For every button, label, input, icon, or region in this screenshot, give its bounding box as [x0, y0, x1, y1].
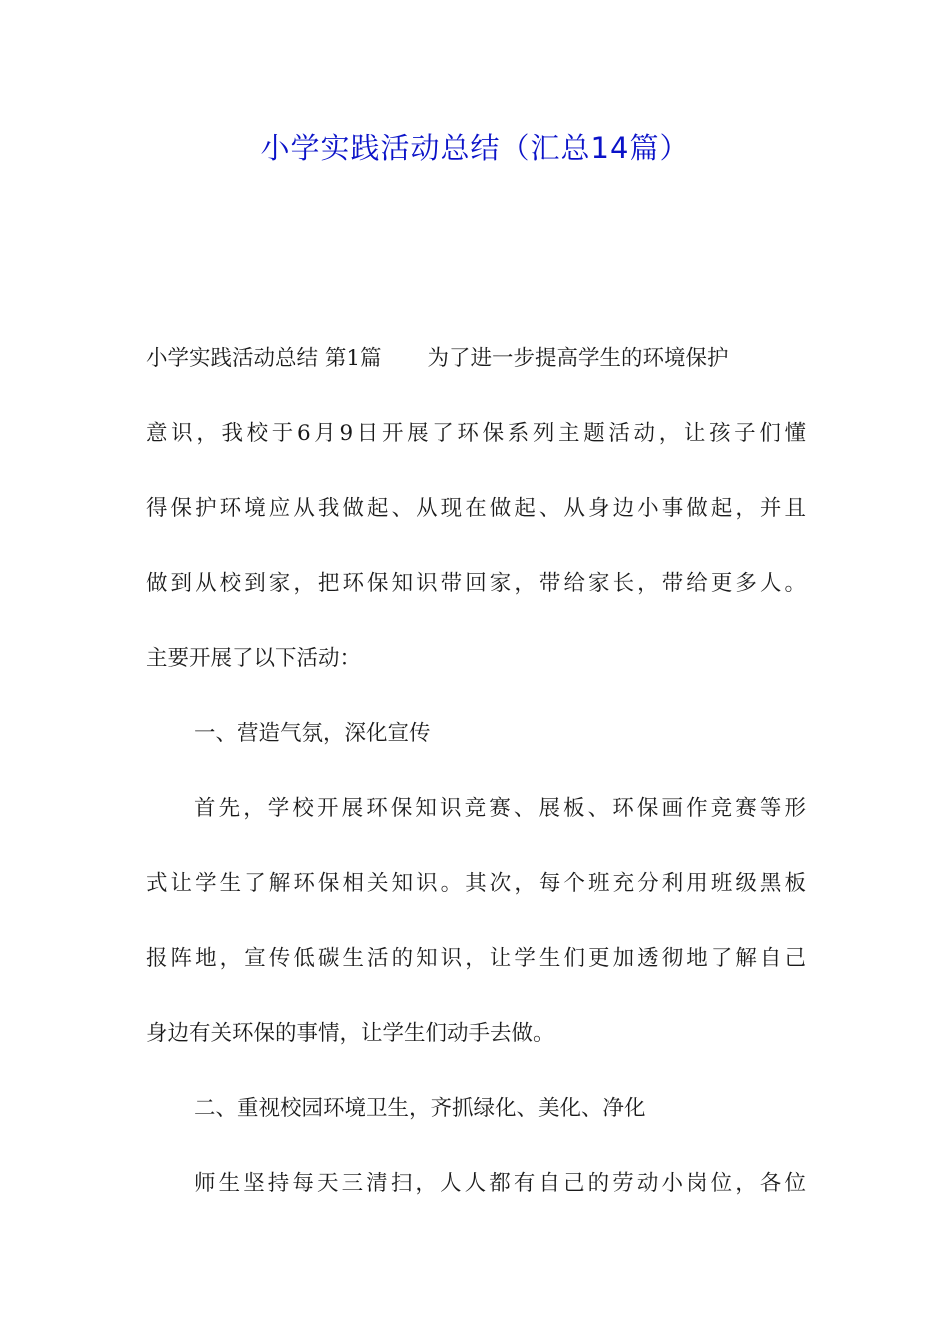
paragraph-line: 得保护环境应从我做起、从现在做起、从身边小事做起，并且: [146, 496, 806, 521]
paragraph-line: 报阵地，宣传低碳生活的知识，让学生们更加透彻地了解自己: [146, 946, 806, 971]
paragraph-line: 主要开展了以下活动：: [146, 646, 362, 671]
paragraph-text: 为了进一步提高学生的环境保护: [427, 346, 729, 371]
paragraph-line: [146, 340, 806, 377]
paragraph-line: 首先，学校开展环保知识竞赛、展板、环保画作竞赛等形: [194, 796, 806, 821]
section-heading: 一、营造气氛，深化宣传: [194, 721, 431, 746]
section-heading-inline: 小学实践活动总结 第1篇: [146, 346, 382, 371]
paragraph-line: 式让学生了解环保相关知识。其次，每个班充分利用班级黑板: [146, 871, 806, 896]
paragraph-line: 身边有关环保的事情，让学生们动手去做。: [146, 1021, 555, 1046]
paragraph-line: 做到从校到家，把环保知识带回家，带给家长，带给更多人。: [146, 571, 806, 596]
section-heading: 二、重视校园环境卫生，齐抓绿化、美化、净化: [194, 1096, 646, 1121]
paragraph-line: 意识，我校于6月9日开展了环保系列主题活动，让孩子们懂: [146, 421, 806, 446]
paragraph-line: 师生坚持每天三清扫，人人都有自己的劳动小岗位，各位: [194, 1171, 806, 1196]
document-title: 小学实践活动总结（汇总14篇）: [260, 131, 690, 165]
document-body: [146, 340, 806, 1240]
